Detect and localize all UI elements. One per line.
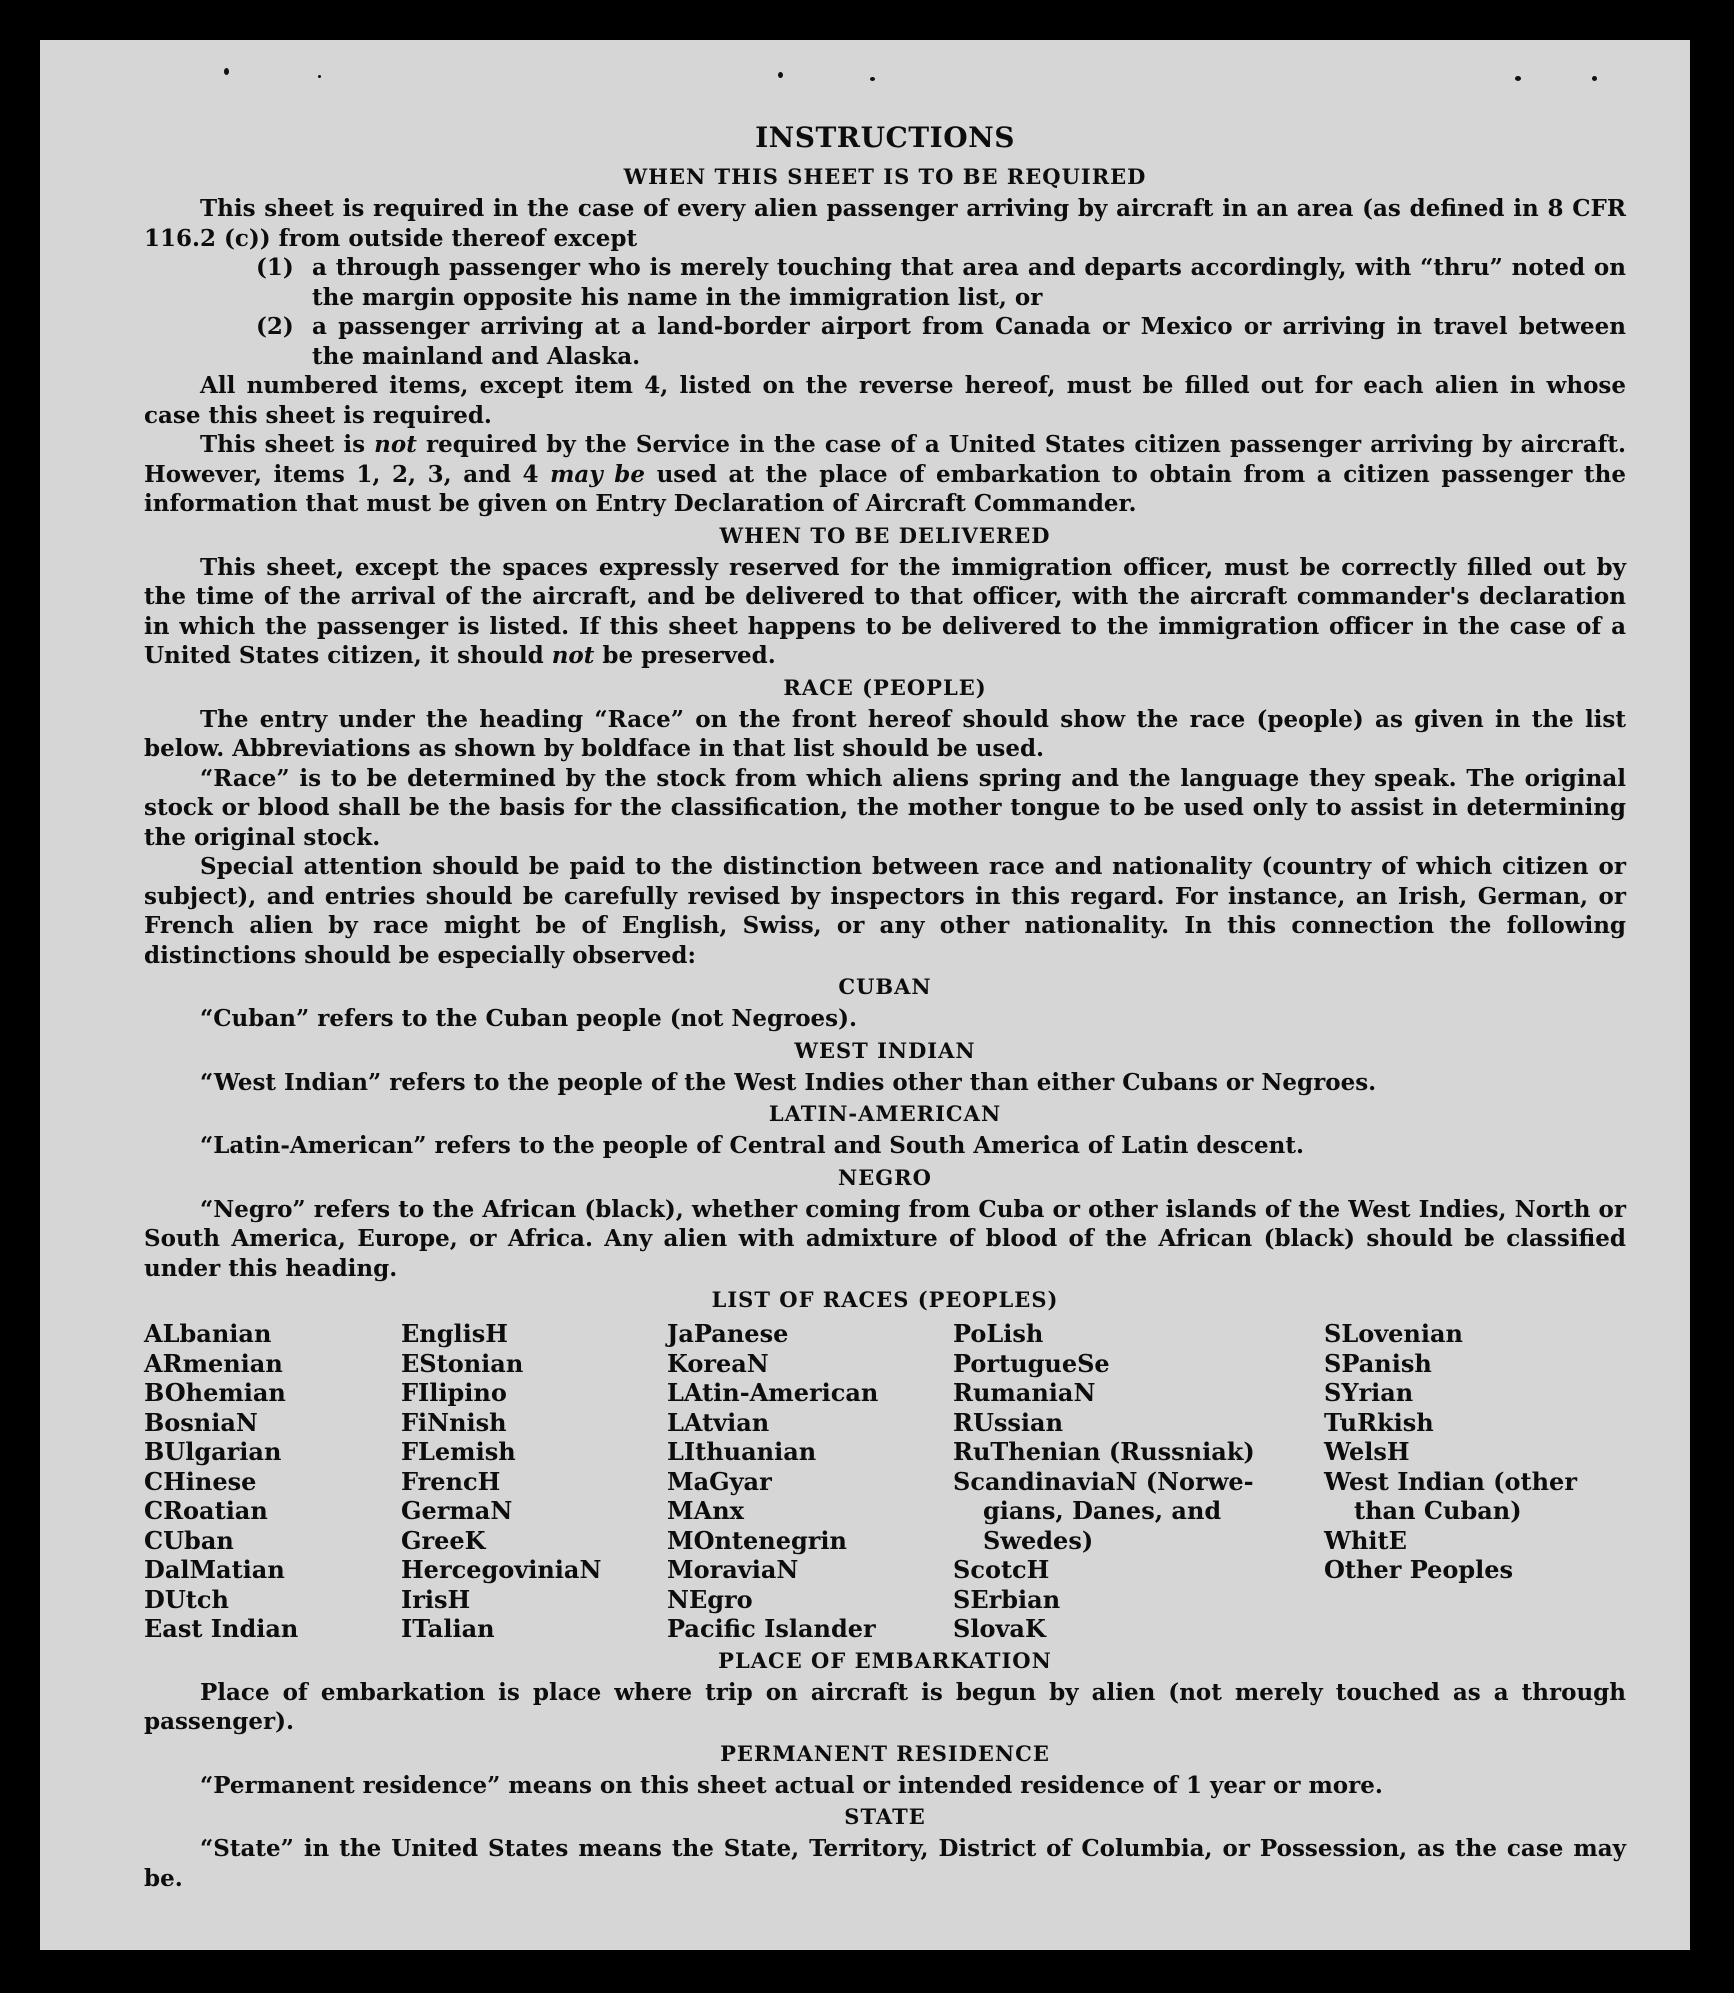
document-page (40, 40, 1690, 1950)
race-item: DUtch (144, 1584, 229, 1614)
definition-state: “State” in the United States means the State, Territory, District of Columbia, or Possession, as the case may be. (144, 1835, 1626, 1892)
race-item: SLovenian (1324, 1319, 1463, 1348)
race-item: MaGyar (667, 1466, 772, 1496)
races-column-2 (401, 1319, 667, 1644)
paragraph-race-determined: “Race” is to be determined by the stock from which aliens spring and the language they speak. The original stock or blood shall be the basis for the classification, the mother tongue to be used only to assist in determining the original stock. (144, 764, 1626, 851)
race-item: IrisH (401, 1584, 471, 1614)
race-item: Other Peoples (1324, 1555, 1514, 1584)
paragraph-required: This sheet is required in the case of every alien passenger arriving by aircraft in an area (as defined in 8 CFR 116.2 (c)) from outside thereof except (144, 195, 1626, 252)
race-item: JaPanese (667, 1319, 789, 1348)
race-item: West Indian (other (1324, 1466, 1577, 1496)
paragraph-race-nationality: Special attention should be paid to the distinction between race and nationality (country of which citizen or subject), and entries should be carefully revised by inspectors in this regard. For instance, an Irish, German, or French alien by race might be of English, Swiss, or any other nationality. In this connection the following distinctions should be especially observed: (144, 853, 1626, 969)
race-item: PortugueSe (953, 1348, 1110, 1378)
race-item: LAtin-American (667, 1378, 879, 1407)
definition-latin-american: “Latin-American” refers to the people of Central and South America of Latin descent. (200, 1132, 1304, 1159)
race-item: NEgro (667, 1584, 753, 1614)
race-item: WhitE (1324, 1525, 1407, 1555)
race-item: EnglisH (401, 1319, 508, 1348)
race-item: LIthuanian (667, 1437, 817, 1466)
definition-embarkation: Place of embarkation is place where trip on aircraft is begun by alien (not merely touched as a through passenger). (144, 1678, 1626, 1735)
race-item: EStonian (401, 1348, 524, 1378)
race-item: HercegoviniaN (401, 1555, 602, 1584)
race-item: BosniaN (144, 1407, 258, 1437)
race-item: ALbanian (144, 1319, 272, 1348)
race-item: BUlgarian (144, 1437, 282, 1466)
section-heading-state: STATE (844, 1804, 926, 1829)
section-heading-race: RACE (PEOPLE) (783, 674, 987, 700)
paragraph-race-entry: The entry under the heading “Race” on the front hereof should show the race (people) as given in the list below. Abbreviations as shown by boldface in that list should be used. (144, 705, 1626, 762)
section-heading-latin-american: LATIN-AMERICAN (768, 1101, 1002, 1126)
race-item: CHinese (144, 1466, 257, 1496)
definition-west-indian: “West Indian” refers to the people of the West Indies other than either Cubans or Negroes. (200, 1068, 1377, 1096)
definition-residence: “Permanent residence” means on this sheet actual or intended residence of 1 year or more. (200, 1771, 1383, 1799)
race-item: CUban (144, 1525, 234, 1555)
race-item: RuThenian (Russniak) (953, 1437, 1255, 1466)
race-item-continued: Swedes) (983, 1525, 1094, 1555)
race-item: KoreaN (667, 1348, 769, 1378)
race-item: RUssian (953, 1407, 1064, 1437)
race-item: FiNnish (401, 1407, 507, 1437)
race-item: SYrian (1324, 1378, 1414, 1407)
race-item-continued: than Cuban) (1354, 1496, 1522, 1525)
race-item: FrencH (401, 1466, 501, 1496)
race-item: RumaniaN (953, 1378, 1096, 1407)
race-item: MOntenegrin (667, 1525, 847, 1555)
race-item: East Indian (144, 1614, 299, 1643)
race-item: ARmenian (144, 1348, 283, 1378)
race-item: SlovaK (953, 1614, 1046, 1643)
race-item: FLemish (401, 1437, 516, 1466)
section-heading-negro: NEGRO (838, 1164, 932, 1190)
race-item: GermaN (401, 1496, 513, 1525)
definition-cuban: “Cuban” refers to the Cuban people (not Negroes). (200, 1005, 858, 1032)
races-column-3 (667, 1319, 953, 1644)
definition-negro: “Negro” refers to the African (black), whether coming from Cuba or other islands of the West Indies, North or South America, Europe, or Africa. Any alien with admixture of blood of the African (black) should be classified under this heading. (144, 1195, 1626, 1282)
race-item: DalMatian (144, 1555, 285, 1584)
race-item: MoraviaN (667, 1555, 799, 1584)
list-item (144, 253, 1626, 312)
race-item: PoLish (953, 1319, 1044, 1348)
race-item: ScotcH (953, 1555, 1050, 1584)
races-column-4 (953, 1319, 1324, 1644)
races-column-5 (1324, 1319, 1626, 1644)
paragraph-numbered-items: All numbered items, except item 4, listed on the reverse hereof, must be filled out for each alien in whose case this sheet is required. (144, 372, 1626, 429)
race-item: TuRkish (1324, 1407, 1434, 1437)
race-item: WelsH (1324, 1437, 1410, 1466)
race-item: LAtvian (667, 1407, 770, 1437)
section-heading-residence: PERMANENT RESIDENCE (720, 1740, 1050, 1766)
section-heading-required: WHEN THIS SHEET IS TO BE REQUIRED (623, 164, 1147, 189)
race-item: ScandinaviaN (Norwe- (953, 1466, 1254, 1496)
race-item: GreeK (401, 1525, 486, 1555)
section-heading-delivered: WHEN TO BE DELIVERED (719, 522, 1051, 548)
list-item-text: a through passenger who is merely touching that area and departs accordingly, with “thru” noted on the margin opposite his name in the immigration list, or (312, 254, 1626, 311)
list-item-number: (1) (256, 254, 294, 281)
page-title: INSTRUCTIONS (755, 121, 1015, 154)
races-column-1 (144, 1319, 401, 1644)
list-item (144, 312, 1626, 371)
paragraph-delivered: This sheet, except the spaces expressly reserved for the immigration officer, must be correctly filled out by the time of the arrival of the aircraft, and be delivered to that officer, with the aircraft commander's declaration in which the passenger is listed. If this sheet happens to be delivered to the immigration officer in the case of a United States citizen, it should not be preserved. (144, 553, 1626, 669)
exceptions-list (144, 253, 1626, 371)
list-item-number: (2) (256, 313, 294, 340)
races-list (144, 1319, 1626, 1644)
paragraph-citizen: This sheet is not required by the Service in the case of a United States citizen passenger arriving by aircraft. However, items 1, 2, 3, and 4 may be used at the place of embarkation to obtain from a citizen passenger the information that must be given on Entry Declaration of Aircraft Commander. (144, 431, 1626, 517)
race-item: BOhemian (144, 1378, 286, 1407)
section-heading-embarkation: PLACE OF EMBARKATION (718, 1647, 1052, 1673)
section-heading-west-indian: WEST INDIAN (794, 1037, 976, 1063)
instructions-content (144, 118, 1626, 1893)
section-heading-races-list: LIST OF RACES (PEOPLES) (711, 1287, 1059, 1312)
race-item-continued: gians, Danes, and (983, 1496, 1222, 1525)
list-item-text: a passenger arriving at a land-border airport from Canada or Mexico or arriving in travel between the mainland and Alaska. (312, 313, 1626, 370)
race-item: ITalian (401, 1614, 495, 1643)
race-item: FIlipino (401, 1378, 507, 1407)
race-item: Pacific Islander (667, 1614, 876, 1643)
race-item: MAnx (667, 1496, 744, 1525)
section-heading-cuban: CUBAN (838, 974, 932, 999)
race-item: SPanish (1324, 1348, 1432, 1378)
race-item: SErbian (953, 1584, 1061, 1614)
race-item: CRoatian (144, 1496, 268, 1525)
